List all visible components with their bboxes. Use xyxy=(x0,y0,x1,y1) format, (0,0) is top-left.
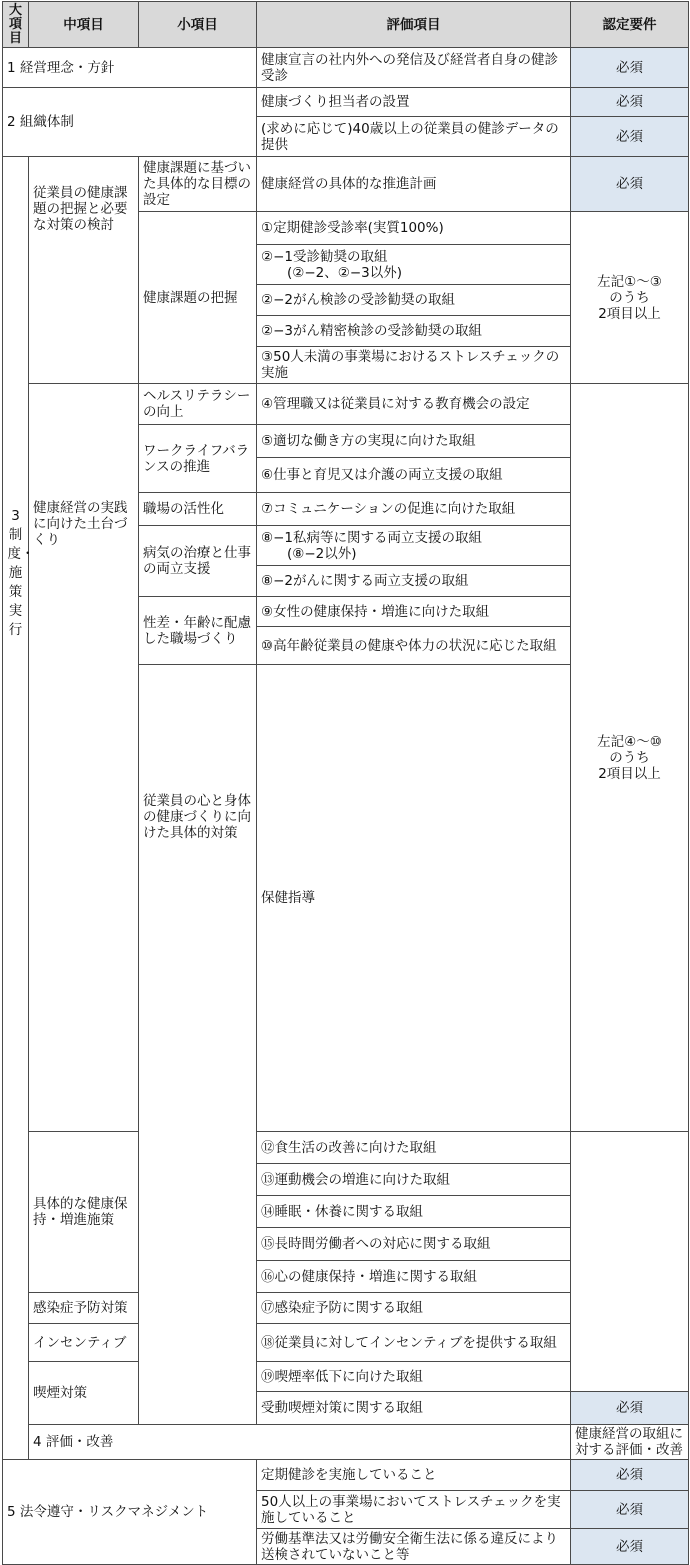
groupB-item-1: ④管理職又は従業員に対する教育機会の設定 xyxy=(257,384,571,425)
groupB-item-5 xyxy=(257,526,571,566)
cat3-groupC-mid: 従業員の心と身体の健康づくりに向けた具体的対策 xyxy=(139,665,257,1425)
groupB-sub-5: 性差・年齢に配慮した職場づくり xyxy=(139,597,257,665)
cat3-groupB-mid: 健康経営の実践に向けた土台づくり xyxy=(29,384,139,1132)
groupA-item-5: ③50人未満の事業場におけるストレスチェックの実施 xyxy=(257,347,571,384)
groupB-item-6: ⑧−2がんに関する両立支援の取組 xyxy=(257,566,571,597)
row-cat4 xyxy=(3,1425,689,1460)
groupC-sub-4: インセンティブ xyxy=(29,1324,139,1362)
groupC-item-9: ⑲喫煙率低下に向けた取組 xyxy=(257,1362,571,1392)
groupA-sub2: 健康課題の把握 xyxy=(139,212,257,384)
header-sho: 小項目 xyxy=(139,2,257,48)
groupC-item-2: ⑫食生活の改善に向けた取組 xyxy=(257,1132,571,1164)
cat1-item: 健康宣言の社内外への発信及び経営者自身の健診受診 xyxy=(257,48,571,88)
groupB-item-7: ⑨女性の健康保持・増進に向けた取組 xyxy=(257,597,571,627)
groupA-condition xyxy=(571,212,689,384)
req-groupC-10: 必須 xyxy=(571,1392,689,1425)
req-cat5-1: 必須 xyxy=(571,1460,689,1491)
header-hyoka: 評価項目 xyxy=(257,2,571,48)
groupC-item-4: ⑭睡眠・休養に関する取組 xyxy=(257,1196,571,1228)
groupB-cond-2: のうち xyxy=(609,749,650,766)
groupA-item-2-note: (②−2、②−3以外) xyxy=(287,264,403,281)
groupB-sub-3: 職場の活性化 xyxy=(139,493,257,526)
row-3c-8 xyxy=(3,1324,689,1362)
row-3c-2 xyxy=(3,1132,689,1164)
row-cat2-1 xyxy=(3,88,689,117)
cat4-label: 4 評価・改善 xyxy=(29,1425,571,1460)
row-3c-9 xyxy=(3,1362,689,1392)
groupA-cond-2: のうち xyxy=(609,289,650,306)
groupA-sub1-item: 健康経営の具体的な推進計画 xyxy=(257,157,571,212)
groupA-item-2 xyxy=(257,245,571,285)
header-dai xyxy=(3,2,29,48)
groupB-sub-4: 病気の治療と仕事の両立支援 xyxy=(139,526,257,597)
groupA-sub1: 健康課題に基づいた具体的な目標の設定 xyxy=(139,157,257,212)
row-cat5-1 xyxy=(3,1460,689,1491)
groupA-item-1: ①定期健診受診率(実質100%) xyxy=(257,212,571,245)
row-3b-1 xyxy=(3,384,689,425)
groupC-sub-3: 感染症予防対策 xyxy=(29,1293,139,1324)
req-cat2-2: 必須 xyxy=(571,117,689,157)
groupC-item-3: ⑬運動機会の増進に向けた取組 xyxy=(257,1164,571,1196)
groupC-sub-2: 具体的な健康保持・増進施策 xyxy=(29,1132,139,1293)
groupC-item-5: ⑮長時間労働者への対応に関する取組 xyxy=(257,1228,571,1261)
groupB-cond-1: 左記④〜⑩ xyxy=(597,733,662,750)
cat2-label: 2 組織体制 xyxy=(3,88,257,157)
groupB-item-4: ⑦コミュニケーションの促進に向けた取組 xyxy=(257,493,571,526)
cat3-label: 制度・施策実行 xyxy=(7,527,35,638)
groupC-item-6: ⑯心の健康保持・増進に関する取組 xyxy=(257,1261,571,1293)
groupA-cond-3: 2項目以上 xyxy=(598,305,661,322)
cat2-item-1: 健康づくり担当者の設置 xyxy=(257,88,571,117)
groupB-item-3: ⑥仕事と育児又は介護の両立支援の取組 xyxy=(257,458,571,493)
groupB-item-8: ⑩高年齢従業員の健康や体力の状況に応じた取組 xyxy=(257,627,571,665)
groupB-cond-3: 2項目以上 xyxy=(598,765,661,782)
groupC-sub-5: 喫煙対策 xyxy=(29,1362,139,1425)
req-groupA-sub1: 必須 xyxy=(571,157,689,212)
groupC-sub-1: 保健指導 xyxy=(257,665,571,1132)
groupB-condition xyxy=(571,384,689,1132)
groupC-item-7: ⑰感染症予防に関する取組 xyxy=(257,1293,571,1324)
req-cat2-1: 必須 xyxy=(571,88,689,117)
groupB-item-5-note: (⑧−2以外) xyxy=(287,545,357,562)
header-dai-text: 大項目 xyxy=(8,2,22,46)
cat3-num: 3 xyxy=(11,508,20,524)
groupC-item-8: ⑱従業員に対してインセンティブを提供する取組 xyxy=(257,1324,571,1362)
req-cat1: 必須 xyxy=(571,48,689,88)
groupB-sub-1: ヘルスリテラシーの向上 xyxy=(139,384,257,425)
certification-requirements-table xyxy=(2,1,689,1565)
req-cat5-2: 必須 xyxy=(571,1491,689,1529)
groupA-item-4: ②−3がん精密検診の受診勧奨の取組 xyxy=(257,316,571,347)
groupA-item-2-main: ②−1受診勧奨の取組 xyxy=(261,248,388,265)
cat4-item: 健康経営の取組に対する評価・改善 xyxy=(571,1425,689,1460)
groupB-item-2: ⑤適切な働き方の実現に向けた取組 xyxy=(257,425,571,458)
cat3-vertical-label xyxy=(3,157,35,1460)
header-row xyxy=(3,2,689,48)
groupC-item-10: 受動喫煙対策に関する取組 xyxy=(257,1392,571,1425)
cat5-item-3: 労働基準法又は労働安全衛生法に係る違反により送検されていないこと等 xyxy=(257,1529,571,1565)
groupB-item-5-main: ⑧−1私病等に関する両立支援の取組 xyxy=(261,529,483,546)
cat5-item-1: 定期健診を実施していること xyxy=(257,1460,571,1491)
header-nintei: 認定要件 xyxy=(571,2,689,48)
groupB-sub-2: ワークライフバランスの推進 xyxy=(139,425,257,493)
header-chu: 中項目 xyxy=(29,2,139,48)
groupA-item-3: ②−2がん検診の受診勧奨の取組 xyxy=(257,285,571,316)
req-cat5-3: 必須 xyxy=(571,1529,689,1565)
cat3-groupA-mid: 従業員の健康課題の把握と必要な対策の検討 xyxy=(29,157,139,384)
groupA-cond-1: 左記①〜③ xyxy=(597,273,662,290)
row-3a-1 xyxy=(3,157,689,212)
cat5-label: 5 法令遵守・リスクマネジメント xyxy=(3,1460,257,1565)
cat1-label: 1 経営理念・方針 xyxy=(3,48,257,88)
row-3c-7 xyxy=(3,1293,689,1324)
cat5-item-2: 50人以上の事業場においてストレスチェックを実施していること xyxy=(257,1491,571,1529)
cat2-item-2: (求めに応じて)40歳以上の従業員の健診データの提供 xyxy=(257,117,571,157)
row-cat1 xyxy=(3,48,689,88)
